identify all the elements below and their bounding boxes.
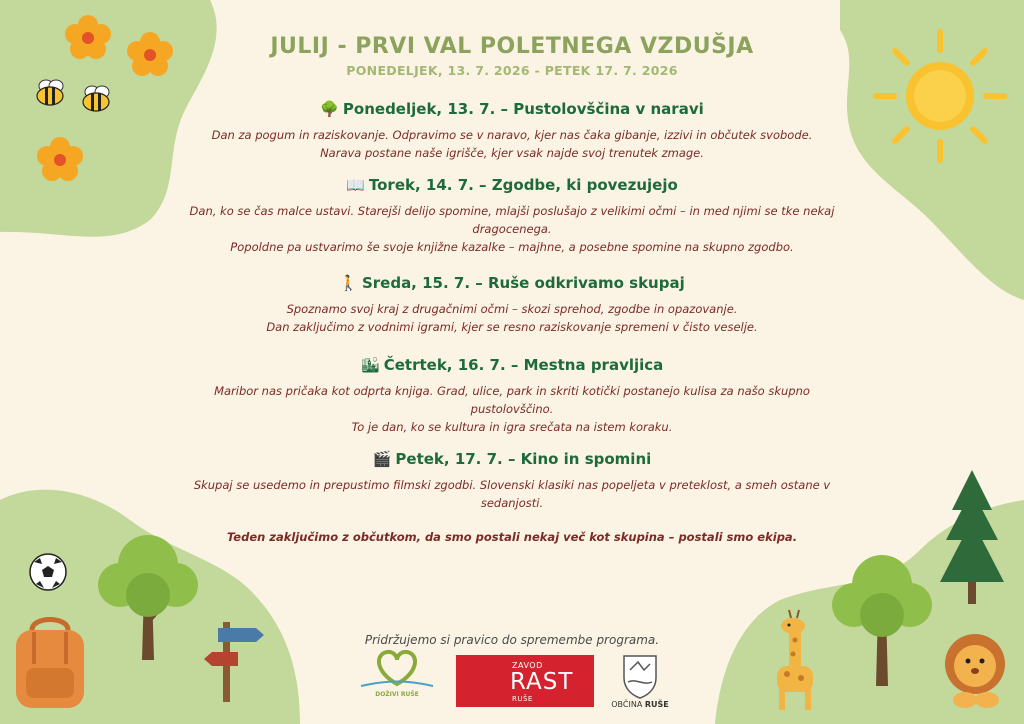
day-description: Dan zaključimo z vodnimi igrami, kjer se resno raziskovanje spremeni v čisto veselje.	[266, 320, 758, 334]
dozivi-ruse-logo	[361, 652, 433, 686]
day-title: Četrtek, 16. 7. – Mestna pravljica	[383, 356, 664, 374]
day-section-monday	[170, 100, 854, 162]
rast-logo-main: RAST	[510, 669, 574, 695]
day-section-thursday	[170, 356, 854, 436]
tree-icon: 🌳	[320, 100, 339, 118]
bee-icon	[37, 80, 63, 105]
obcina-coat-of-arms-icon	[624, 656, 656, 698]
day-heading	[170, 274, 854, 292]
day-description: Dan, ko se čas malce ustavi. Starejši delijo spomine, mlajši poslušajo z velikimi očmi – in med njimi se tke nekaj	[189, 204, 835, 218]
day-title: Torek, 14. 7. – Zgodbe, ki povezujejo	[368, 176, 678, 194]
day-heading	[170, 176, 854, 194]
sun-icon	[876, 32, 1004, 160]
day-title: Ponedeljek, 13. 7. – Pustolovščina v naravi	[342, 100, 704, 118]
bee-icon	[83, 86, 109, 111]
day-description: Skupaj se usedemo in prepustimo filmski zgodbi. Slovenski klasiki nas popeljeta v preteklost, a smeh ostane v	[193, 478, 831, 492]
day-heading	[170, 450, 854, 468]
walking-person-icon: 🚶	[339, 274, 358, 292]
page-title: JULIJ - PRVI VAL POLETNEGA VZDUŠJA	[270, 34, 754, 59]
obcina-name: RUŠE	[644, 700, 669, 709]
day-description: Spoznamo svoj kraj z drugačnimi očmi – skozi sprehod, zgodbe in opazovanje.	[286, 302, 738, 316]
clapperboard-icon: 🎬	[372, 450, 392, 468]
rast-logo-bottom: RUŠE	[512, 695, 533, 703]
day-section-friday	[170, 450, 854, 512]
day-title: Sreda, 15. 7. – Ruše odkrivamo skupaj	[361, 274, 685, 292]
obcina-ruse-label	[600, 700, 680, 709]
day-section-wednesday	[170, 274, 854, 336]
day-description: Narava postane naše igrišče, kjer vsak najde svoj trenutek zmage.	[320, 146, 704, 160]
program-content	[170, 34, 854, 544]
day-heading	[170, 356, 854, 374]
rast-logo-top: ZAVOD	[512, 661, 543, 670]
day-heading	[170, 100, 854, 118]
program-change-notice: Pridržujemo si pravico do spremembe programa.	[364, 633, 660, 647]
obcina-prefix: OBČINA	[611, 700, 643, 709]
day-description: Maribor nas pričaka kot odprta knjiga. Grad, ulice, park in skriti kotički postanejo kulisa za našo skupno	[214, 384, 810, 398]
top-right-blob	[840, 0, 1024, 300]
day-description: dragocenega.	[472, 222, 552, 236]
day-title: Petek, 17. 7. – Kino in spomini	[395, 450, 652, 468]
closing-statement: Teden zaključimo z občutkom, da smo postali nekaj več kot skupina – postali smo ekipa.	[226, 530, 798, 544]
book-icon: 📖	[346, 176, 365, 194]
dozivi-ruse-label: DOŽIVI RUŠE	[375, 691, 419, 698]
day-description: pustolovščino.	[470, 402, 554, 416]
city-icon: 🏙	[360, 356, 380, 374]
rast-logo	[456, 655, 594, 707]
day-section-tuesday	[170, 176, 854, 256]
date-range: PONEDELJEK, 13. 7. 2026 - PETEK 17. 7. 2026	[346, 63, 678, 78]
day-description: Dan za pogum in raziskovanje. Odpravimo se v naravo, kjer nas čaka gibanje, izzivi in občutek svobode.	[211, 128, 813, 142]
day-description: sedanjosti.	[480, 496, 544, 510]
soccer-ball-icon	[30, 554, 66, 590]
day-description: Popoldne pa ustvarimo še svoje knjižne kazalke – majhne, a posebne spomine na skupno zgodbo.	[230, 240, 794, 254]
day-description: To je dan, ko se kultura in igra srečata na istem koraku.	[351, 420, 673, 434]
